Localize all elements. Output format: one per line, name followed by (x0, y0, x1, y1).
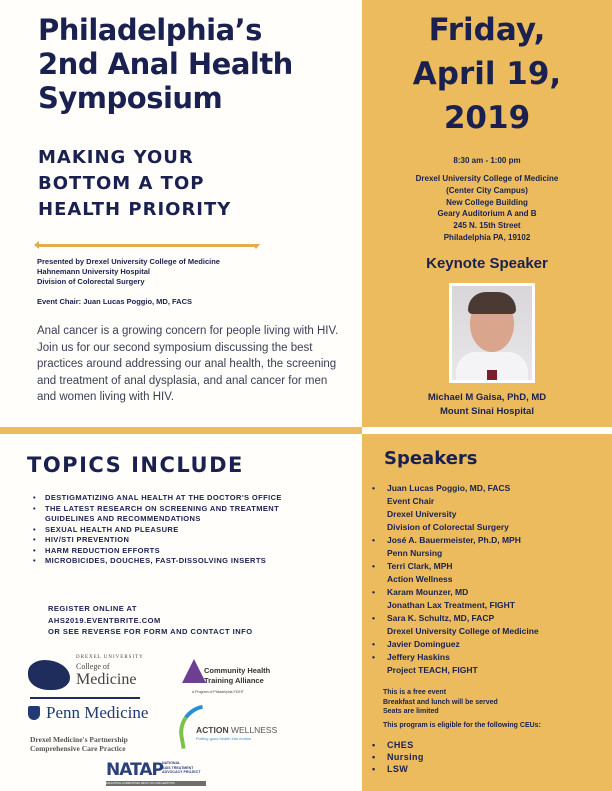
ceu-item: • LSW (372, 763, 424, 775)
keynote-affiliation: Mount Sinai Hospital (440, 405, 534, 417)
register-link[interactable]: AHS2019.EVENTBRITE.COM (48, 615, 161, 625)
speakers-list (372, 482, 539, 677)
natap-logo (106, 760, 206, 788)
subtitle (38, 145, 231, 223)
dragon-icon (28, 660, 70, 690)
topic-item: • THE LATEST RESEARCH ON SCREENING AND TREATMENT GUIDELINES AND RECOMMENDATIONS (33, 504, 293, 525)
logo-text: ADVOCACY PROJECT (162, 770, 201, 775)
keynote-name: Michael M Gaisa, PhD, MD (427, 392, 547, 403)
ceu-list (372, 739, 424, 775)
logo-text: ACTION (196, 725, 229, 735)
topic-item: • MICROBICIDES, DOUCHES, FAST-DISSOLVING INSERTS (33, 556, 293, 567)
topic-item: • SEXUAL HEALTH AND PLEASURE (33, 525, 293, 536)
register-line: REGISTER ONLINE AT (48, 604, 138, 613)
divider-band (0, 427, 362, 434)
venue-line: New College Building (446, 197, 528, 207)
speaker-item (372, 534, 539, 560)
speaker-name: • Juan Lucas Poggio, MD, FACS (387, 483, 511, 493)
venue-line: (Center City Campus) (446, 185, 528, 195)
note-line: Seats are limited (383, 708, 439, 715)
topic-item: • DESTIGMATIZING ANAL HEALTH AT THE DOCTOR'S OFFICE (33, 493, 293, 504)
venue-line: Drexel University College of Medicine (415, 174, 559, 183)
keynote-speaker-photo (449, 283, 535, 383)
register-line: OR SEE REVERSE FOR FORM AND CONTACT INFO (48, 627, 253, 636)
note-line: Breakfast and lunch will be served (383, 698, 498, 706)
ceu-item: • Nursing (372, 751, 424, 763)
presenter-line: Division of Colorectal Surgery (37, 277, 145, 286)
logo-text (204, 666, 270, 685)
speaker-detail: Jonathan Lax Treatment, FIGHT (387, 600, 515, 610)
speaker-item (372, 612, 539, 638)
logo-text: NATAP (106, 760, 163, 780)
speaker-detail: Action Wellness (387, 574, 453, 584)
logo-text: Community Health (204, 666, 271, 675)
subtitle-line: BOTTOM A TOP (38, 173, 205, 194)
speaker-item (372, 482, 539, 534)
logo-divider (30, 697, 140, 699)
logo-text: Medicine (76, 671, 137, 688)
speaker-detail: Drexel University (387, 509, 457, 519)
topic-item: • HARM REDUCTION EFFORTS (33, 546, 293, 557)
intro-paragraph: Anal cancer is a growing concern for people living with HIV. Join us for our second symposium discussing the best practices around addressing our anal health, the screening and treatment of anal dysplasia, and anal cancer for men and women living with HIV. (37, 325, 339, 403)
arrow-divider (38, 244, 256, 247)
title-line: 2nd Anal Health (38, 47, 293, 81)
triangle-icon (182, 659, 206, 683)
presenter-line: Hahnemann University Hospital (37, 267, 150, 276)
logo-text (196, 725, 277, 735)
speaker-detail: Event Chair (387, 496, 435, 506)
logo-text: Penn Medicine (46, 703, 149, 722)
logo-text: Training Alliance (204, 675, 264, 685)
chta-logo (176, 657, 280, 705)
speaker-item (372, 560, 539, 586)
page-title (38, 13, 293, 115)
presenter-line: Presented by Drexel University College of Medicine (37, 257, 220, 266)
subtitle-line: MAKING YOUR (38, 147, 194, 168)
keynote-heading: Keynote Speaker (426, 255, 548, 272)
title-line: Philadelphia’s (38, 13, 262, 47)
topics-heading: TOPICS INCLUDE (27, 453, 244, 477)
keynote-speaker (362, 391, 612, 418)
event-notes (383, 688, 498, 717)
subtitle-line: HEALTH PRIORITY (38, 199, 232, 220)
topic-item: • HIV/STI PREVENTION (33, 535, 293, 546)
speaker-detail: Penn Nursing (387, 548, 443, 558)
speaker-name: • Sara K. Schultz, MD, FACP (387, 613, 495, 623)
logo-text: Putting good health into motion (196, 736, 252, 741)
logo-text: AIDS TREATMENT (162, 765, 194, 770)
speaker-name: • Karam Mounzer, MD (387, 587, 469, 597)
note-line: This is a free event (383, 689, 447, 696)
speaker-item (372, 651, 539, 677)
shield-icon (28, 706, 40, 720)
logo-text: Comprehensive Care Practice (30, 744, 126, 753)
venue-line: Philadelphia PA, 19102 (443, 232, 531, 242)
topics-list (33, 493, 293, 567)
logo-text: Drexel Medicine's Partnership (30, 735, 128, 744)
action-wellness-logo (176, 703, 280, 749)
speaker-detail: Division of Colorectal Surgery (387, 522, 509, 532)
ceu-heading: This program is eligible for the following CEUs: (383, 722, 541, 729)
venue (362, 173, 612, 244)
event-date (362, 8, 612, 140)
event-time: 8:30 am - 1:00 pm (453, 156, 521, 165)
logo-text: EDUCATING COMMUNITIES ABOUT HIV AND HEPATITIS (106, 781, 206, 786)
registration-info (48, 603, 253, 638)
title-line: Symposium (38, 81, 223, 115)
logo-text (162, 761, 200, 775)
date-line: 2019 (443, 100, 531, 136)
date-line: Friday, (428, 12, 546, 48)
speaker-detail: Project TEACH, FIGHT (387, 665, 478, 675)
venue-line: 245 N. 15th Street (453, 221, 521, 231)
speaker-name: • Javier Dominguez (387, 639, 460, 649)
speakers-heading: Speakers (384, 448, 478, 469)
ceu-item: • CHES (372, 739, 424, 751)
logo-text: DREXEL UNIVERSITY (76, 655, 144, 660)
date-line: April 19, (412, 56, 562, 92)
speaker-name: • José A. Bauermeister, Ph.D, MPH (387, 535, 521, 545)
logo-text: College of (76, 662, 110, 671)
event-chair: Event Chair: Juan Lucas Poggio, MD, FACS (37, 297, 193, 306)
logo-text: NATIONAL (162, 761, 181, 765)
speaker-item (372, 638, 539, 651)
drexel-medicine-logo (28, 654, 156, 698)
penn-medicine-logo (28, 703, 158, 723)
logo-text: A Program of Philadelphia FIGHT (192, 690, 244, 694)
logo-text: WELLNESS (230, 725, 278, 735)
speaker-name: • Terri Clark, MPH (387, 561, 453, 571)
presenters (37, 257, 220, 287)
speaker-detail: Drexel University College of Medicine (387, 626, 539, 636)
penn-partnership-text (30, 735, 128, 753)
venue-line: Geary Auditorium A and B (437, 209, 537, 219)
speaker-name: • Jeffery Haskins (387, 652, 450, 662)
speaker-item (372, 586, 539, 612)
